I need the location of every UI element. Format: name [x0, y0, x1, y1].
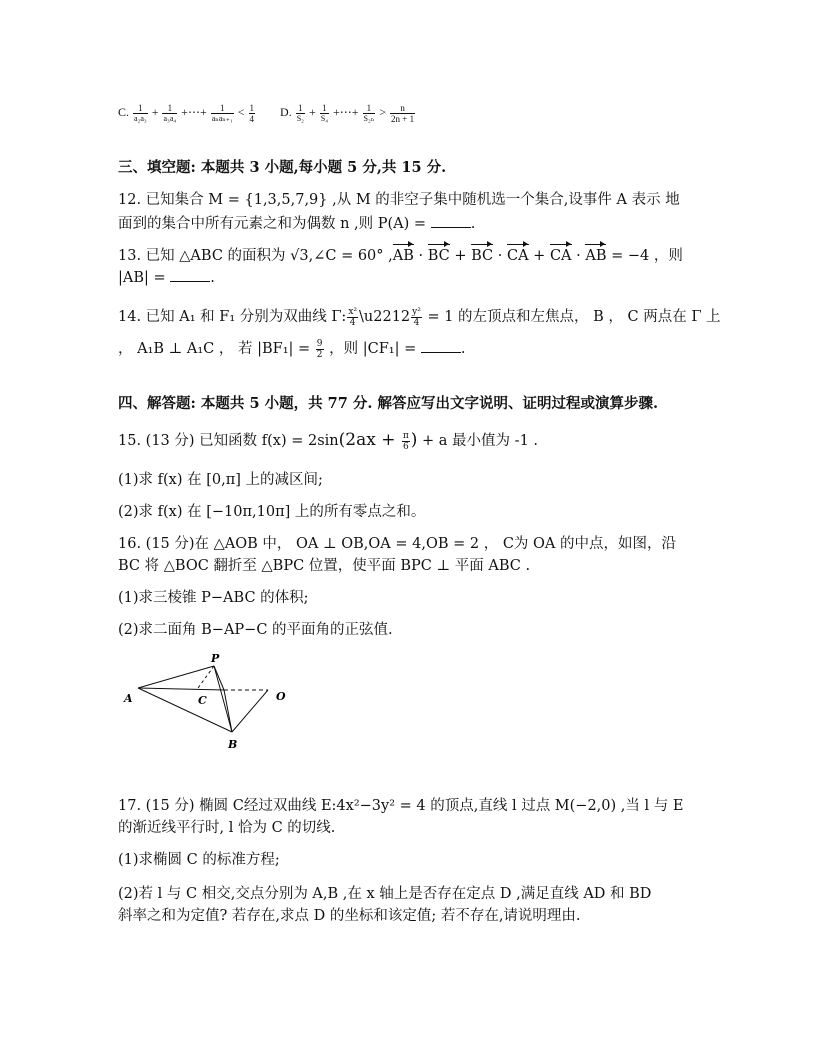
- q16-sub-1: (1)求三棱锥 P−ABC 的体积;: [118, 590, 309, 606]
- option-d-rhs: $\frac{n}{2n + 1}$: [391, 102, 415, 124]
- q14-condition: = 1 的左顶点和左焦点， B ， C 两点在 Γ 上: [422, 309, 721, 325]
- option-d-frac-1: $\frac{1}{\text{S₂}}$: [296, 102, 304, 123]
- plus-sign: +: [308, 105, 316, 119]
- label-c: C: [198, 694, 207, 707]
- section-4-heading: 四、解答题: 本题共 5 小题，共 77 分. 解答应写出文字说明、证明过程或演算步骤.: [118, 395, 659, 412]
- q14-text: 14. 已知 A₁ 和 F₁ 分别为双曲线 Γ:: [118, 309, 347, 325]
- hyperbola-y-term: $\frac{\text{y²}}{4}$: [412, 306, 421, 328]
- q12-text: 面到的集合中所有元素之和为偶数 n ,则 P(A) =: [118, 216, 431, 232]
- vector-bc-2: BC: [471, 248, 494, 264]
- label-o: O: [276, 690, 286, 703]
- fraction-nine-halves: $\frac{9}{2}$: [316, 338, 323, 360]
- pyramid-figure: [118, 650, 298, 760]
- option-d-frac-2: $\frac{1}{\text{S₄}}$: [320, 102, 328, 123]
- q17-line-1: 17. (15 分) 椭圆 C经过双曲线 E:4x²−3y² = 4 的顶点,直线 l 过点 M(−2,0) ,当 l 与 E: [118, 798, 684, 814]
- label-a: A: [124, 692, 133, 705]
- q15-line-1: 15. (13 分) 已知函数 f(x) = 2sin(2ax + $\frac{\pi}{6}$ ) + a 最小值为 -1 .: [118, 430, 539, 452]
- q15-condition: + a 最小值为 -1 .: [417, 433, 539, 449]
- answer-blank: [431, 215, 471, 228]
- ellipsis-sum: +⋯+: [181, 105, 207, 119]
- q13-line-2: |AB| = .: [118, 270, 215, 286]
- section-3-heading: 三、填空题: 本题共 3 小题,每小题 5 分,共 15 分.: [118, 159, 447, 176]
- q15-sub-1: (1)求 f(x) 在 [0,π] 上的减区间;: [118, 472, 323, 488]
- q13-text: 13. 已知 △ABC 的面积为 √3,∠C = 60° ,: [118, 248, 393, 264]
- option-c-frac-1: $\frac{1}{\text{a₂a₃}}$: [134, 102, 147, 123]
- q16-sub-2: (2)求二面角 B−AP−C 的平面角的正弦值.: [118, 622, 393, 638]
- q13-line-1: 13. 已知 △ABC 的面积为 √3,∠C = 60° ,AB · BC + BC · CA + CA · AB = −4 ，则: [118, 248, 683, 264]
- hyperbola-x-term: $\frac{\text{x²}}{4}$: [348, 306, 358, 328]
- plus-sign: +: [151, 105, 159, 119]
- option-d-frac-n: $\frac{1}{\text{S₂ₙ}}$: [363, 102, 375, 123]
- q17-sub-2a: (2)若 l 与 C 相交,交点分别为 A,B ,在 x 轴上是否存在定点 D ,满足直线 AD 和 BD: [118, 886, 652, 902]
- q17-line-2: 的渐近线平行时, l 恰为 C 的切线.: [118, 820, 336, 836]
- option-d-label: D.: [280, 105, 292, 119]
- label-b: B: [228, 738, 238, 751]
- less-than: <: [237, 105, 245, 119]
- vector-ca-2: CA: [549, 248, 572, 264]
- answer-blank: [170, 269, 210, 282]
- q15-text: 15. (13 分) 已知函数 f(x) = 2sin: [118, 433, 339, 449]
- fraction-pi-over-6: $\frac{\pi}{6}$: [402, 430, 409, 452]
- q15-sub-2: (2)求 f(x) 在 [−10π,10π] 上的所有零点之和。: [118, 504, 426, 520]
- option-c-frac-2: $\frac{1}{\text{a₃a₄}}$: [163, 102, 177, 123]
- ellipsis-sum: +⋯+: [333, 105, 359, 119]
- q16-line-1: 16. (15 分)在 △AOB 中， OA ⊥ OB,OA = 4,OB = 2 ， C为 OA 的中点，如图，沿: [118, 536, 676, 552]
- q13-tail: = −4 ，则: [606, 248, 683, 264]
- q12-line-1: 12. 已知集合 M = {1,3,5,7,9} ,从 M 的非空子集中随机选一个集合,设事件 A 表示 地: [118, 192, 680, 208]
- option-c-frac-n: $\frac{1}{\text{aₙaₙ₊₁}}$: [211, 102, 233, 123]
- vector-ab-2: AB: [585, 248, 607, 264]
- q17-sub-2b: 斜率之和为定值? 若存在,求点 D 的坐标和该定值; 若不存在,请说明理由.: [118, 908, 581, 924]
- q12-line-2: 面到的集合中所有元素之和为偶数 n ,则 P(A) = .: [118, 216, 476, 232]
- q14-text-2: ， A₁B ⊥ A₁C ， 若 |BF₁| =: [118, 341, 315, 357]
- option-c-label: C.: [118, 105, 130, 119]
- q13-answer-label: |AB| =: [118, 270, 171, 286]
- q11-options-line: [118, 98, 416, 126]
- q16-line-2: BC 将 △BOC 翻折至 △BPC 位置，使平面 BPC ⊥ 平面 ABC .: [118, 558, 531, 574]
- greater-than: >: [379, 105, 387, 119]
- vector-ca: CA: [506, 248, 529, 264]
- q14-text-3: ，则 |CF₁| =: [324, 341, 421, 357]
- vector-ab: AB: [392, 248, 414, 264]
- q14-line-2: ， A₁B ⊥ A₁C ， 若 |BF₁| = $\frac{9}{2}$ ，则 |CF₁| = .: [118, 338, 466, 360]
- answer-blank: [421, 340, 461, 353]
- option-c-rhs: $\frac{1}{4}$: [249, 102, 255, 124]
- label-p: P: [211, 652, 220, 665]
- q17-sub-1: (1)求椭圆 C 的标准方程;: [118, 852, 280, 868]
- q14-line-1: 14. 已知 A₁ 和 F₁ 分别为双曲线 Γ: $\frac{\text{x²}}{4}$ \u2212 $\frac{\text{y²}}{4}$ = 1 的左顶点和左焦点， B ， C 两点在 Γ 上: [118, 306, 721, 328]
- vector-bc: BC: [427, 248, 450, 264]
